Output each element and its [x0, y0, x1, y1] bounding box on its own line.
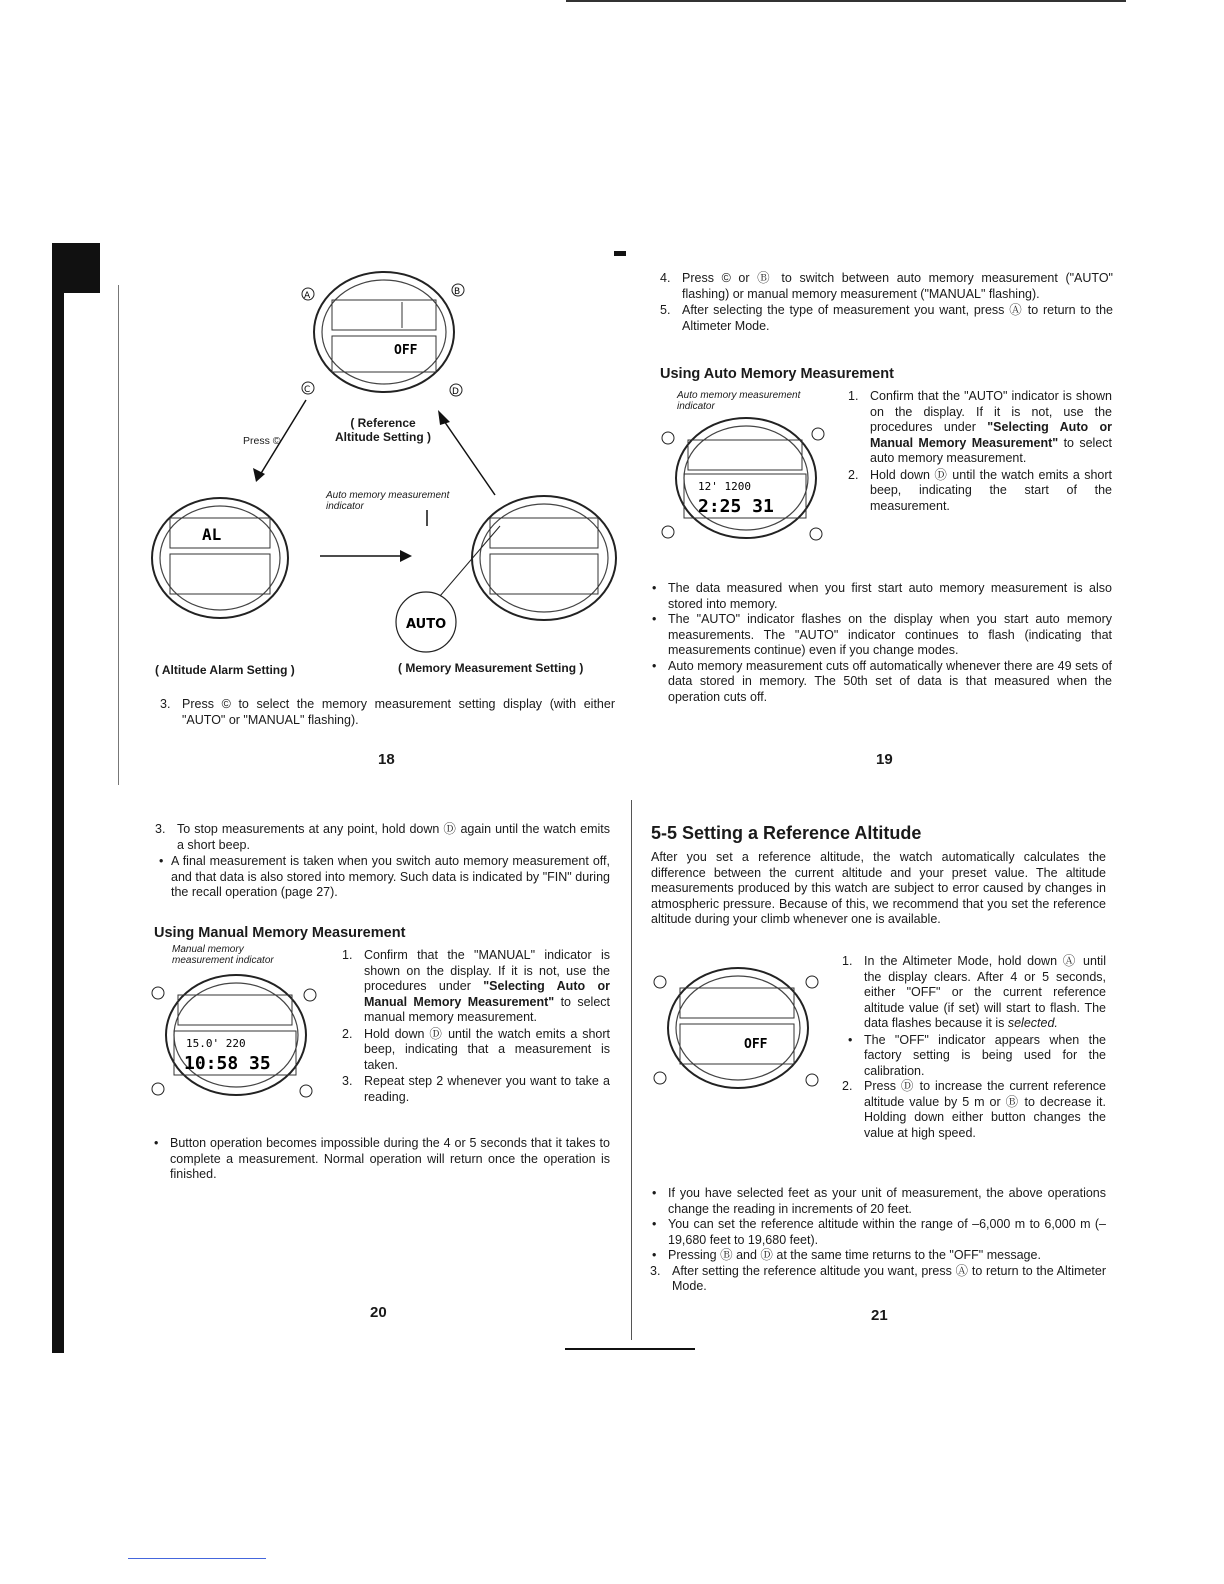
svg-text:AUTO: AUTO — [406, 617, 447, 632]
page-20-top — [155, 822, 610, 901]
ref-step-3: 3. After setting the reference altitude you want, press Ⓐ to return to the Altimeter Mode. — [650, 1263, 1106, 1293]
svg-text:A: A — [304, 291, 311, 301]
watch-auto-measurement — [660, 412, 830, 546]
altitude-alarm-caption: ( Altitude Alarm Setting ) — [155, 663, 295, 677]
page-18-diagram — [150, 270, 620, 680]
reference-altitude-label: ( Reference Altitude Setting ) — [335, 416, 431, 444]
bullet-item: • The "OFF" indicator appears when the factory setting is being used for the calibration. — [844, 1033, 1106, 1080]
watch-memory-measurement — [472, 496, 616, 620]
auto-step-1: 1. Confirm that the "AUTO" indicator is shown on the display. If it is not, use the procedures under "Selecting Auto or Manual Memory Measurement" to select auto memory measurement. — [848, 389, 1113, 465]
manual-memory-indicator-caption: Manual memory measurement indicator — [172, 944, 274, 966]
auto-memory-indicator-caption: Auto memory measurement indicator — [677, 390, 801, 412]
svg-text:B: B — [454, 287, 461, 297]
bottom-blue-line — [128, 1558, 266, 1559]
top-corner-mark — [614, 251, 626, 256]
svg-text:D: D — [452, 387, 459, 397]
svg-text:12' 1200: 12' 1200 — [698, 480, 751, 493]
page-21-intro: After you set a reference altitude, the watch automatically calculates the difference between the current altitude and your preset value. The altitude measurements produced by this watch are subject to error caused by changes in atmospheric pressure. Because of this, we recommend that you set the reference altitude during your climb whenever one is available. — [651, 850, 1106, 926]
heading-auto-memory: Using Auto Memory Measurement — [660, 366, 894, 382]
auto-step-2: 2. Hold down Ⓓ until the watch emits a short beep, indicating the start of the measurement. — [848, 467, 1112, 513]
watch-reference-altitude — [302, 272, 464, 397]
page-19-step-4: 4. Press © or Ⓑ to switch between auto memory measurement ("AUTO" flashing) or manual memory measurement ("MANUAL" flashing). — [660, 271, 1113, 301]
page-21-bullets — [648, 1186, 1106, 1296]
page-20-manual-steps — [342, 948, 610, 1106]
svg-text:2:25 31: 2:25 31 — [698, 496, 774, 517]
page-number-18: 18 — [378, 751, 395, 768]
scan-line-left — [118, 285, 119, 785]
page-18-step-3: 3. Press © to select the memory measurement setting display (with either "AUTO" or "MANUAL" flashing). — [160, 697, 615, 727]
svg-text:10:58 35: 10:58 35 — [184, 1053, 271, 1074]
page-20-bottom-bullet — [150, 1136, 610, 1183]
bullet-item: • Pressing Ⓑ and Ⓓ at the same time returns to the "OFF" message. — [648, 1248, 1106, 1264]
bullet-item: • You can set the reference altitude within the range of –6,000 m to 6,000 m (–19,680 feet to 19,680 feet). — [648, 1217, 1106, 1248]
top-dashes — [566, 0, 1126, 2]
bullet-item: • The "AUTO" indicator flashes on the display when you start auto memory measurements. The "AUTO" indicator continues to flash (indicating that measurements continue) even if you change modes. — [648, 612, 1112, 659]
ref-step-1: 1. In the Altimeter Mode, hold down Ⓐ until the display clears. After 4 or 5 seconds, either "OFF" or the current reference altitude value (if set) will start to flash. The data flashes because it is selected. — [842, 954, 1106, 1030]
page-19-auto-steps — [848, 389, 1112, 515]
manual-step-3: 3. Repeat step 2 whenever you want to take a reading. — [342, 1074, 610, 1104]
ref-step-2: 2. Press Ⓓ to increase the current reference altitude value by 5 m or Ⓑ to decrease it. Holding down either button changes the value at high speed. — [842, 1079, 1106, 1140]
memory-measurement-caption: ( Memory Measurement Setting ) — [398, 661, 584, 675]
svg-text:OFF: OFF — [394, 343, 418, 358]
page-19-bullets — [648, 581, 1112, 705]
watch-manual-measurement — [150, 967, 322, 1103]
page-20-step-3: 3. To stop measurements at any point, hold down Ⓓ again until the watch emits a short beep. — [155, 822, 610, 852]
manual-step-1: 1. Confirm that the "MANUAL" indicator is shown on the display. If it is not, use the procedures under "Selecting Auto or Manual Memory Measurement" to select manual memory measurement. — [342, 948, 611, 1024]
page-19-step-5: 5. After selecting the type of measurement you want, press Ⓐ to return to the Altimeter Mode. — [660, 303, 1113, 333]
bottom-rule — [565, 1348, 695, 1350]
svg-text:15.0' 220: 15.0' 220 — [186, 1037, 246, 1050]
heading-reference-altitude: 5-5 Setting a Reference Altitude — [651, 823, 922, 843]
page-number-20: 20 — [370, 1304, 387, 1321]
page-21-steps — [842, 954, 1106, 1142]
page-number-19: 19 — [876, 751, 893, 768]
manual-step-2: 2. Hold down Ⓓ until the watch emits a short beep, indicating that a measurement is taken. — [342, 1026, 610, 1072]
bullet-item: • If you have selected feet as your unit of measurement, the above operations change the reading in increments of 20 feet. — [648, 1186, 1106, 1217]
heading-manual-memory: Using Manual Memory Measurement — [154, 925, 406, 941]
scan-bar-left — [52, 243, 64, 1353]
scan-bar-left-top — [52, 243, 100, 293]
bullet-item: • The data measured when you first start auto memory measurement is also stored into memory. — [648, 581, 1112, 612]
page-19-steps — [660, 271, 1113, 335]
watch-altitude-alarm — [152, 498, 288, 618]
svg-text:OFF: OFF — [744, 1037, 768, 1052]
auto-memory-caption: Auto memory measurement indicator — [326, 490, 450, 512]
page-number-21: 21 — [871, 1307, 888, 1324]
center-divider — [631, 800, 632, 1340]
press-c-label: Press © — [243, 435, 281, 447]
bullet-item: • Button operation becomes impossible during the 4 or 5 seconds that it takes to complete a measurement. Normal operation will return once the operation is finished. — [150, 1136, 610, 1183]
watch-reference-setting — [652, 960, 822, 1096]
bullet-item: • A final measurement is taken when you switch auto memory measurement off, and that data is also stored into memory. Such data is indicated by "FIN" during the recall operation (page 27). — [155, 854, 610, 901]
bullet-item: • Auto memory measurement cuts off automatically whenever there are 49 sets of data stored in memory. The 50th set of data is that measured when the operation cuts off. — [648, 659, 1112, 706]
mode-transition-diagram — [150, 270, 620, 680]
svg-text:AL: AL — [202, 525, 222, 544]
svg-text:C: C — [304, 385, 311, 395]
